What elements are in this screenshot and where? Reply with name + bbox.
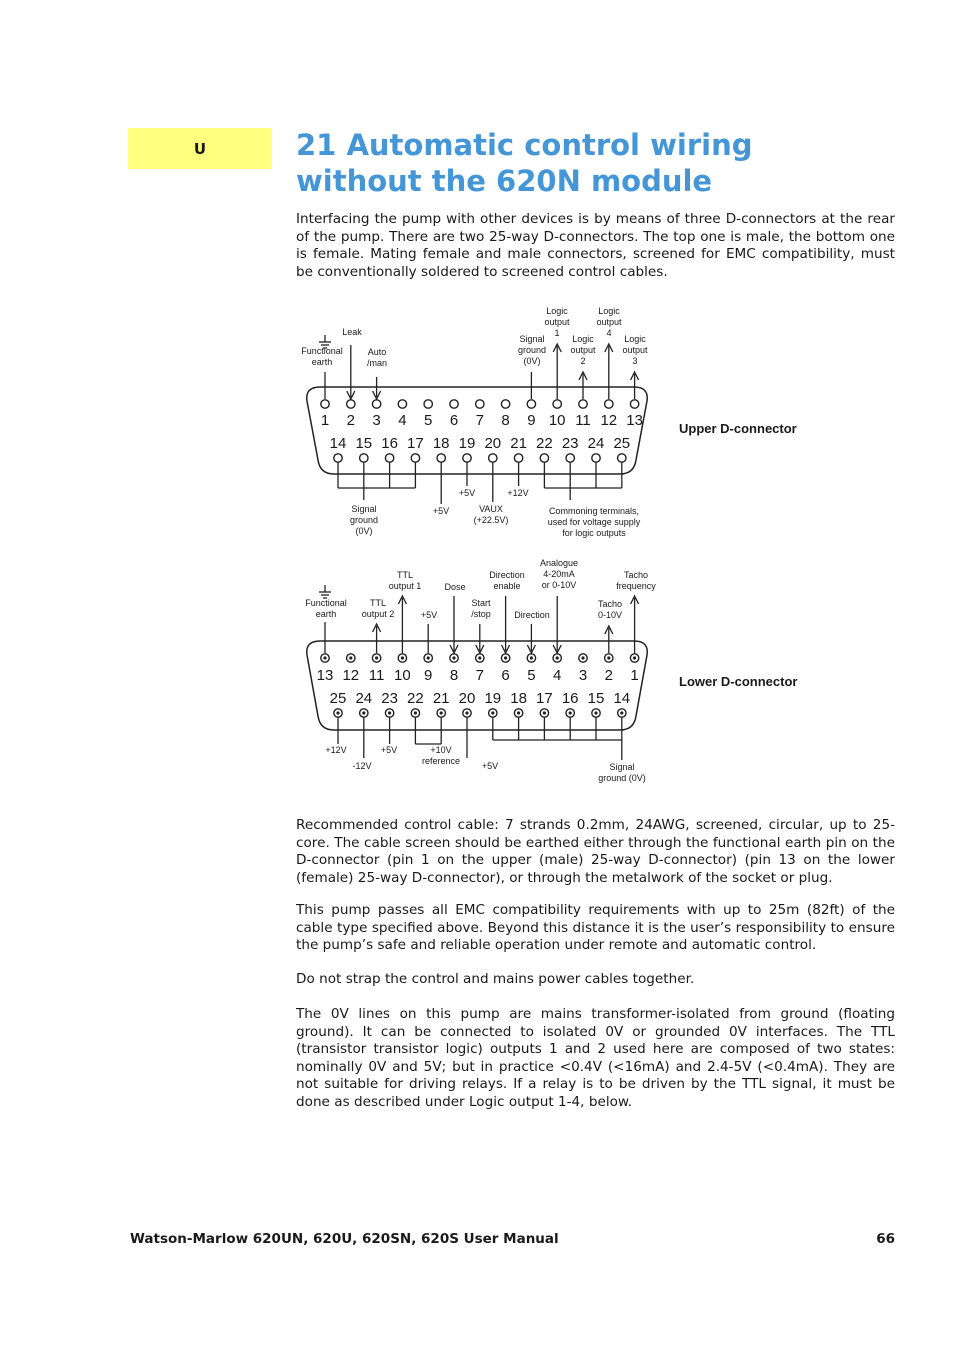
- upper-pin-number-5: 5: [424, 412, 433, 429]
- upper-pin-12: [605, 400, 613, 408]
- upper-logic-output-4-label: 4: [606, 328, 612, 338]
- upper-pin-10: [553, 400, 561, 408]
- lower-start-stop-label: /stop: [471, 609, 491, 619]
- upper-logic-output-3-label: Logic: [624, 334, 646, 344]
- lower-plus10v-ref-label: reference: [421, 756, 461, 766]
- lower-pin-21-dot: [440, 711, 443, 714]
- upper-vaux-label: VAUX: [479, 504, 503, 514]
- wiring-diagram-svg: [294, 300, 836, 786]
- lower-pin-10-dot: [401, 656, 404, 659]
- lower-connector-title: Lower D-connector: [679, 674, 798, 689]
- lower-pin-14-dot: [620, 711, 623, 714]
- lower-pin-number-10: 10: [394, 667, 411, 684]
- lower-plus5v-b-label: +5V: [481, 761, 499, 771]
- lower-pin-9-dot: [427, 656, 430, 659]
- lower-pin-4-dot: [556, 656, 559, 659]
- upper-pin-7: [476, 400, 484, 408]
- upper-signal-ground-top-label: ground: [517, 345, 547, 355]
- upper-pin-number-23: 23: [561, 435, 579, 452]
- lower-pin-number-11: 11: [368, 667, 385, 684]
- lower-pin-number-3: 3: [578, 667, 588, 684]
- lower-pin-number-9: 9: [424, 667, 433, 684]
- upper-pin-11: [579, 400, 587, 408]
- lower-pin-number-17: 17: [536, 690, 553, 707]
- upper-pin-1: [321, 400, 329, 408]
- upper-pin-14: [334, 454, 342, 462]
- lower-pin-20-dot: [465, 711, 468, 714]
- upper-signal-ground-top-label: (0V): [523, 356, 541, 366]
- upper-pin-number-11: 11: [575, 412, 591, 429]
- lower-pin-number-14: 14: [613, 690, 631, 707]
- page-title: [296, 127, 896, 199]
- upper-connector-title: Upper D-connector: [679, 421, 797, 436]
- lower-ttl-output-1-label: TTL: [396, 570, 414, 580]
- upper-pin-13: [630, 400, 638, 408]
- lower-start-stop-label: Start: [471, 598, 491, 608]
- upper-pin-number-4: 4: [398, 412, 407, 429]
- lower-plus12v-label: +12V: [325, 745, 347, 755]
- zero-volt-paragraph: The 0V lines on this pump are mains transformer-isolated from ground (floating ground). It can be connected to isolated 0V or grounded 0V interfaces. The TTL (transistor transistor logic) outputs 1 and 2 used here are composed of two states: nominally 0V and 5V; but in practice <0.4V (<16mA) and 2.4-5V (<0.4mA). They are not suitable for driving relays. If a relay is to be driven by the TTL signal, it must be done as described under Logic output 1-4, below.: [296, 1006, 895, 1110]
- upper-logic-output-2-label: output: [570, 345, 596, 355]
- lower-pin-number-25: 25: [329, 690, 347, 707]
- lower-pin-number-7: 7: [475, 667, 484, 684]
- lower-ttl-output-1-label: output 1: [388, 581, 422, 591]
- lower-pin-1-dot: [633, 656, 636, 659]
- upper-pin-number-16: 16: [381, 435, 398, 452]
- lower-pin-23-dot: [388, 711, 391, 714]
- lower-direction-label: Direction: [514, 610, 550, 620]
- lower-direction-enable-label: enable: [493, 581, 521, 591]
- title-line-2: without the 620N module: [296, 164, 713, 198]
- lower-signal-ground-label: ground (0V): [598, 773, 646, 783]
- lower-pin-number-18: 18: [510, 690, 527, 707]
- lower-direction-enable-label: Direction: [489, 570, 525, 580]
- upper-pin-number-15: 15: [355, 435, 373, 452]
- lower-pin-number-23: 23: [381, 690, 398, 707]
- upper-pin-number-3: 3: [372, 412, 381, 429]
- upper-pin-number-22: 22: [536, 435, 553, 452]
- lower-ttl-output-2-label: TTL: [369, 598, 387, 608]
- upper-pin-number-24: 24: [587, 435, 605, 452]
- upper-pin-18: [437, 454, 445, 462]
- upper-commoning-label: used for voltage supply: [547, 517, 641, 527]
- upper-logic-output-4-label: output: [596, 317, 622, 327]
- upper-pin-2: [347, 400, 355, 408]
- lower-pin-19-dot: [491, 711, 494, 714]
- page-footer: [130, 1231, 895, 1247]
- lower-tacho-0-10v-label: 0-10V: [597, 610, 623, 620]
- lower-pin-number-19: 19: [484, 690, 502, 707]
- lower-pin-number-5: 5: [527, 667, 536, 684]
- lower-pin-number-12: 12: [342, 667, 360, 684]
- upper-functional-earth-label: earth: [311, 357, 333, 367]
- upper-pin-number-17: 17: [407, 435, 424, 452]
- upper-pin-number-18: 18: [432, 435, 450, 452]
- section-tag: U: [128, 128, 272, 169]
- upper-pin-number-19: 19: [458, 435, 476, 452]
- upper-signal-ground-bottom-label: ground: [349, 515, 379, 525]
- footer-manual-title: Watson-Marlow 620UN, 620U, 620SN, 620S User Manual: [130, 1231, 559, 1247]
- d-connector-wiring-diagram: [294, 300, 836, 786]
- upper-leak-label: Leak: [342, 327, 362, 337]
- lower-pin-number-6: 6: [501, 667, 510, 684]
- lower-pin-16-dot: [569, 711, 572, 714]
- upper-logic-output-3-label: output: [622, 345, 648, 355]
- lower-pin-number-8: 8: [449, 667, 459, 684]
- upper-logic-output-4-label: Logic: [598, 306, 620, 316]
- upper-pin-25: [618, 454, 626, 462]
- upper-pin-3: [372, 400, 380, 408]
- lower-analogue-label: 4-20mA: [543, 569, 575, 579]
- lower-pin-22-dot: [414, 711, 417, 714]
- lower-pin-number-1: 1: [630, 667, 639, 684]
- upper-pin-16: [385, 454, 393, 462]
- lower-pin-number-21: 21: [432, 690, 450, 707]
- upper-pin-22: [540, 454, 548, 462]
- emc-paragraph: This pump passes all EMC compatibility requirements with up to 25m (82ft) of the cable type specified above. Beyond this distance it is the user’s responsibility to ensure the pump’s safe and reliable operation under remote and automatic control.: [296, 902, 895, 953]
- upper-plus12v-label: +12V: [507, 488, 529, 498]
- upper-pin-9: [527, 400, 535, 408]
- upper-logic-output-3-label: 3: [632, 356, 638, 366]
- upper-auto-man-label: Auto: [367, 347, 387, 357]
- upper-pin-15: [360, 454, 368, 462]
- lower-analogue-label: or 0-10V: [541, 580, 577, 590]
- upper-plus5v-a-label: +5V: [432, 506, 450, 516]
- lower-pin-24-dot: [362, 711, 365, 714]
- lower-plus5v-top-label: +5V: [420, 610, 438, 620]
- upper-signal-ground-top-label: Signal: [519, 334, 545, 344]
- cable-paragraph: Recommended control cable: 7 strands 0.2mm, 24AWG, screened, circular, up to 25-core. The cable screen should be earthed either through the functional earth pin on the D-connector (pin 1 on the upper (male) 25-way D-connector) (pin 13 on the lower (female) 25-way D-connector), or through the metalwork of the socket or plug.: [296, 817, 895, 886]
- upper-logic-output-1-label: output: [544, 317, 570, 327]
- lower-tacho-frequency-label: frequency: [616, 581, 656, 591]
- lower-pin-7-dot: [478, 656, 481, 659]
- lower-functional-earth-label: earth: [315, 609, 337, 619]
- lower-pin-number-13: 13: [316, 667, 334, 684]
- upper-pin-19: [463, 454, 471, 462]
- lower-pin-12-dot: [349, 656, 352, 659]
- lower-pin-number-4: 4: [553, 667, 562, 684]
- upper-pin-20: [489, 454, 497, 462]
- lower-pin-number-24: 24: [355, 690, 373, 707]
- lower-functional-earth-label: Functional: [305, 598, 347, 608]
- lower-dose-label: Dose: [444, 582, 466, 592]
- lower-pin-25-dot: [336, 711, 339, 714]
- lower-pin-number-15: 15: [587, 690, 605, 707]
- upper-signal-ground-bottom-label: Signal: [351, 504, 377, 514]
- lower-pin-number-20: 20: [458, 690, 476, 707]
- upper-pin-number-1: 1: [320, 412, 330, 429]
- lower-pin-18-dot: [517, 711, 520, 714]
- lower-signal-ground-label: Signal: [609, 762, 635, 772]
- upper-functional-earth-label: Functional: [301, 346, 343, 356]
- upper-pin-number-10: 10: [548, 412, 566, 429]
- upper-pin-number-14: 14: [329, 435, 347, 452]
- lower-pin-number-2: 2: [604, 667, 613, 684]
- upper-pin-17: [411, 454, 419, 462]
- title-line-1: 21 Automatic control wiring: [296, 128, 753, 162]
- upper-pin-number-8: 8: [501, 412, 510, 429]
- lower-minus12v-label: -12V: [352, 761, 372, 771]
- upper-logic-output-2-label: Logic: [572, 334, 594, 344]
- lower-plus5v-a-label: +5V: [380, 745, 398, 755]
- upper-logic-output-2-label: 2: [580, 356, 586, 366]
- upper-pin-number-2: 2: [346, 412, 355, 429]
- upper-pin-4: [398, 400, 406, 408]
- lower-tacho-0-10v-label: Tacho: [597, 599, 623, 609]
- lower-pin-6-dot: [504, 656, 507, 659]
- lower-pin-8-dot: [452, 656, 455, 659]
- upper-pin-number-9: 9: [527, 412, 536, 429]
- upper-logic-output-1-label: Logic: [546, 306, 568, 316]
- page-number: 66: [876, 1231, 895, 1247]
- strap-paragraph: Do not strap the control and mains power cables together.: [296, 971, 695, 987]
- upper-logic-output-1-label: 1: [554, 328, 560, 338]
- lower-ttl-output-2-label: output 2: [361, 609, 395, 619]
- upper-signal-ground-bottom-label: (0V): [355, 526, 373, 536]
- lower-pin-2-dot: [607, 656, 610, 659]
- intro-paragraph: Interfacing the pump with other devices is by means of three D-connectors at the rear of the pump. There are two 25-way D-connectors. The top one is male, the bottom one is female. Mating female and male connectors, screened for EMC compatibility, must be conventionally soldered to screened control cables.: [296, 211, 895, 280]
- lower-pin-3-dot: [581, 656, 584, 659]
- lower-pin-15-dot: [594, 711, 597, 714]
- upper-pin-number-7: 7: [475, 412, 484, 429]
- upper-pin-21: [514, 454, 522, 462]
- upper-pin-23: [566, 454, 574, 462]
- upper-commoning-label: for logic outputs: [562, 528, 626, 538]
- lower-pin-11-dot: [375, 656, 378, 659]
- upper-pin-number-6: 6: [449, 412, 459, 429]
- upper-pin-number-21: 21: [510, 435, 527, 452]
- upper-commoning-label: Commoning terminals,: [548, 506, 640, 516]
- upper-vaux-label: (+22.5V): [473, 515, 509, 525]
- lower-plus10v-ref-label: +10V: [430, 745, 452, 755]
- lower-pin-17-dot: [543, 711, 546, 714]
- lower-analogue-label: Analogue: [539, 558, 579, 568]
- upper-plus5v-b-label: +5V: [458, 488, 476, 498]
- upper-auto-man-label: /man: [366, 358, 388, 368]
- upper-pin-5: [424, 400, 432, 408]
- lower-tacho-frequency-label: Tacho: [623, 570, 649, 580]
- upper-pin-number-25: 25: [613, 435, 631, 452]
- upper-pin-6: [450, 400, 458, 408]
- upper-pin-number-12: 12: [600, 412, 618, 429]
- upper-pin-number-13: 13: [626, 412, 643, 429]
- lower-pin-5-dot: [530, 656, 533, 659]
- lower-pin-number-22: 22: [407, 690, 424, 707]
- lower-pin-number-16: 16: [561, 690, 579, 707]
- lower-pin-13-dot: [323, 656, 326, 659]
- upper-pin-24: [592, 454, 600, 462]
- upper-pin-8: [501, 400, 509, 408]
- upper-pin-number-20: 20: [484, 435, 502, 452]
